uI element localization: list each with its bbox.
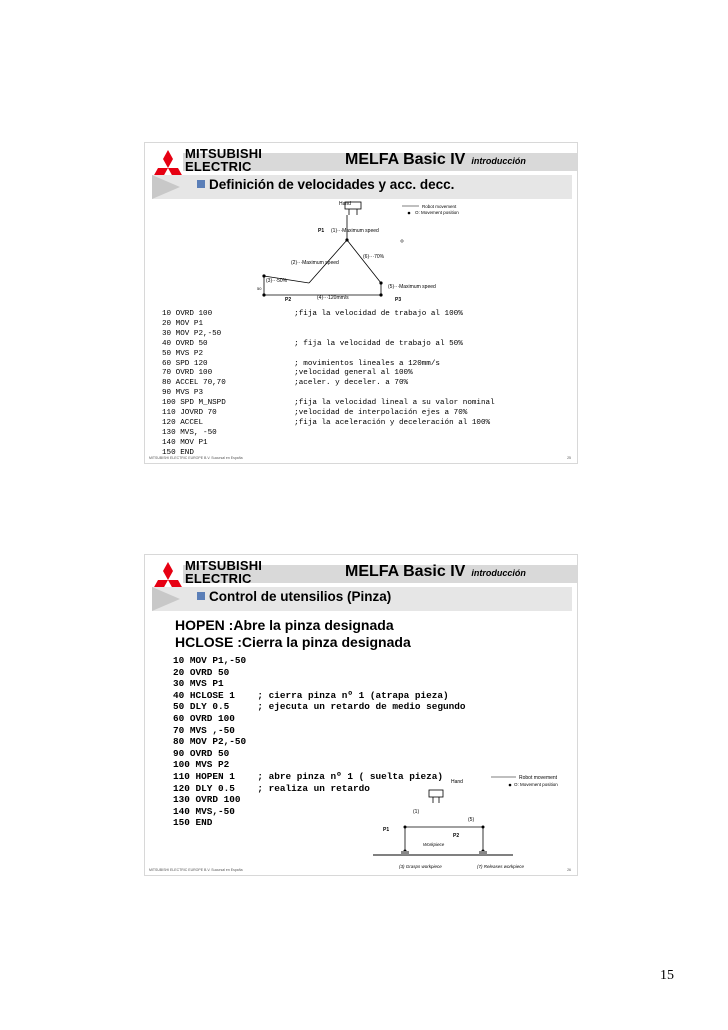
code-command: 150 END	[173, 817, 258, 829]
code-line	[162, 439, 495, 449]
code-comment: ;velocidad general al 100%	[294, 369, 413, 378]
code-line	[173, 759, 466, 771]
p1-label: P1	[383, 827, 390, 833]
code-command: 100 MVS P2	[173, 759, 258, 771]
brand-name: MITSUBISHI ELECTRIC	[185, 146, 263, 174]
s6-label: (6)···70%	[363, 254, 385, 260]
code-comment: ; fija la velocidad de trabajo al 50%	[294, 339, 463, 348]
code-line	[162, 369, 495, 379]
code-command: 140 MVS,-50	[173, 805, 258, 817]
code-line	[173, 690, 466, 702]
code-command: 90 MVS P3	[162, 389, 295, 398]
code-line	[162, 429, 495, 439]
p2-label: P2	[453, 833, 460, 839]
code-command: 150 END	[162, 448, 295, 457]
slide-subtitle: Control de utensilios (Pinza)	[197, 589, 391, 604]
code-line	[173, 678, 466, 690]
code-line	[162, 340, 495, 350]
code-command: 30 MVS P1	[173, 678, 258, 690]
code-command: 50 DLY 0.5	[173, 701, 258, 713]
code-command: 80 ACCEL 70,70	[162, 379, 295, 388]
code-line	[162, 350, 495, 360]
code-comment: ;fija la velocidad lineal a su valor nominal	[294, 399, 495, 408]
code-command: 20 MOV P1	[162, 319, 295, 328]
s50-label: 50	[257, 286, 262, 291]
legend-position: O: Movement position	[415, 210, 459, 215]
code-command: 130 MVS, -50	[162, 428, 295, 437]
code-line	[162, 379, 495, 389]
code-command: 70 MVS ,-50	[173, 724, 258, 736]
code-comment: ;fija la velocidad de trabajo al 100%	[294, 310, 463, 318]
code-line	[173, 748, 466, 760]
code-command: 20 OVRD 50	[173, 666, 258, 678]
code-command: 90 OVRD 50	[173, 747, 258, 759]
program-listing	[162, 310, 495, 459]
s3-label: (3)···50%	[266, 278, 288, 284]
code-comment: ; ejecuta un retardo de medio segundo	[257, 701, 466, 713]
code-command: 10 MOV P1,-50	[173, 655, 258, 666]
code-command: 60 OVRD 100	[173, 712, 258, 724]
code-command: 140 MOV P1	[162, 438, 295, 447]
bullet-icon	[197, 592, 205, 600]
arrow-decoration	[152, 587, 180, 611]
p2-label: P2	[285, 297, 292, 301]
legend-position: O: Movement position	[514, 782, 558, 787]
code-command: 60 SPD 120	[162, 359, 295, 368]
hclose-description: HCLOSE :Cierra la pinza designada	[175, 634, 411, 650]
code-command: 10 OVRD 100	[162, 310, 295, 318]
code-comment: ; movimientos lineales a 120mm/s	[294, 359, 440, 368]
legend-movement: Robot movement	[422, 204, 457, 209]
slide-title: MELFA Basic IV introducción	[345, 563, 526, 580]
code-line	[162, 360, 495, 370]
brand-name: MITSUBISHI ELECTRIC	[185, 558, 263, 586]
s1-label: (1)···Maximum speed	[331, 228, 379, 234]
code-line	[173, 701, 466, 713]
hand-label: Hand	[451, 779, 463, 785]
code-command: 100 SPD M_NSPD	[162, 399, 295, 408]
workpiece-label: Workpiece	[423, 842, 445, 847]
code-line	[162, 330, 495, 340]
arrow-decoration	[152, 175, 180, 199]
code-comment: ;aceler. y deceler. a 70%	[294, 379, 409, 388]
code-comment: ;velocidad de interpolación ejes a 70%	[294, 409, 468, 418]
code-command: 80 MOV P2,-50	[173, 736, 258, 748]
code-command: 40 OVRD 50	[162, 339, 295, 348]
code-comment: ; cierra pinza nº 1 (atrapa pieza)	[257, 689, 449, 701]
code-line	[162, 310, 495, 320]
code-command: 50 MVS P2	[162, 349, 295, 358]
slide-footer: MITSUBISHI ELECTRIC EUROPE B.V. Sucursal en España	[149, 868, 243, 872]
code-command: 110 HOPEN 1	[173, 770, 258, 782]
bullet-icon	[197, 180, 205, 188]
slide-footer: MITSUBISHI ELECTRIC EUROPE B.V. Sucursal en España	[149, 456, 243, 460]
code-line	[162, 419, 495, 429]
l5-label: (5)	[468, 817, 475, 823]
p1-label: P1	[318, 228, 325, 234]
code-command: 40 HCLOSE 1	[173, 689, 258, 701]
p3-label: P3	[395, 297, 402, 301]
legend-movement: Robot movement	[519, 775, 558, 781]
l1-label: (1)	[413, 809, 420, 815]
code-line	[162, 320, 495, 330]
code-comment: ;fija la aceleración y deceleración al 100%	[294, 418, 491, 427]
hand-label: Hand	[339, 201, 351, 207]
code-command: 120 ACCEL	[162, 418, 295, 427]
code-line	[162, 389, 495, 399]
releases-label: (7) Releases workpiece	[477, 864, 525, 869]
code-line	[173, 736, 466, 748]
code-command: 70 OVRD 100	[162, 369, 295, 378]
slide-page-number: 25	[567, 456, 571, 460]
code-comment: ; abre pinza nº 1 ( suelta pieza)	[257, 770, 444, 782]
code-line	[162, 409, 495, 419]
slide-gripper-control	[144, 554, 578, 876]
code-command: 30 MOV P2,-50	[162, 329, 295, 338]
slide-title: MELFA Basic IV introducción	[345, 151, 526, 168]
page-number: 15	[660, 968, 674, 983]
code-command: 130 OVRD 100	[173, 794, 258, 806]
code-line	[173, 655, 466, 667]
slide-speed-definition	[144, 142, 578, 464]
hopen-description: HOPEN :Abre la pinza designada	[175, 617, 394, 633]
code-command: 120 DLY 0.5	[173, 782, 258, 794]
code-line	[173, 713, 466, 725]
slide-page-number: 26	[567, 868, 571, 872]
code-command: 110 JOVRD 70	[162, 409, 295, 418]
gripper-diagram	[373, 771, 577, 875]
s2-label: (2)···Maximum speed	[291, 260, 339, 266]
grasps-label: (3) Grasps workpiece	[399, 864, 442, 869]
s4-label: (4)···120mm/s	[317, 295, 349, 301]
s5-label: (5)···Maximum speed	[388, 284, 436, 290]
code-line	[162, 399, 495, 409]
code-comment: ; realiza un retardo	[257, 782, 370, 794]
speed-diagram	[257, 201, 482, 301]
slide-subtitle: Definición de velocidades y acc. decc.	[197, 177, 454, 192]
code-line	[173, 667, 466, 679]
code-line	[173, 725, 466, 737]
